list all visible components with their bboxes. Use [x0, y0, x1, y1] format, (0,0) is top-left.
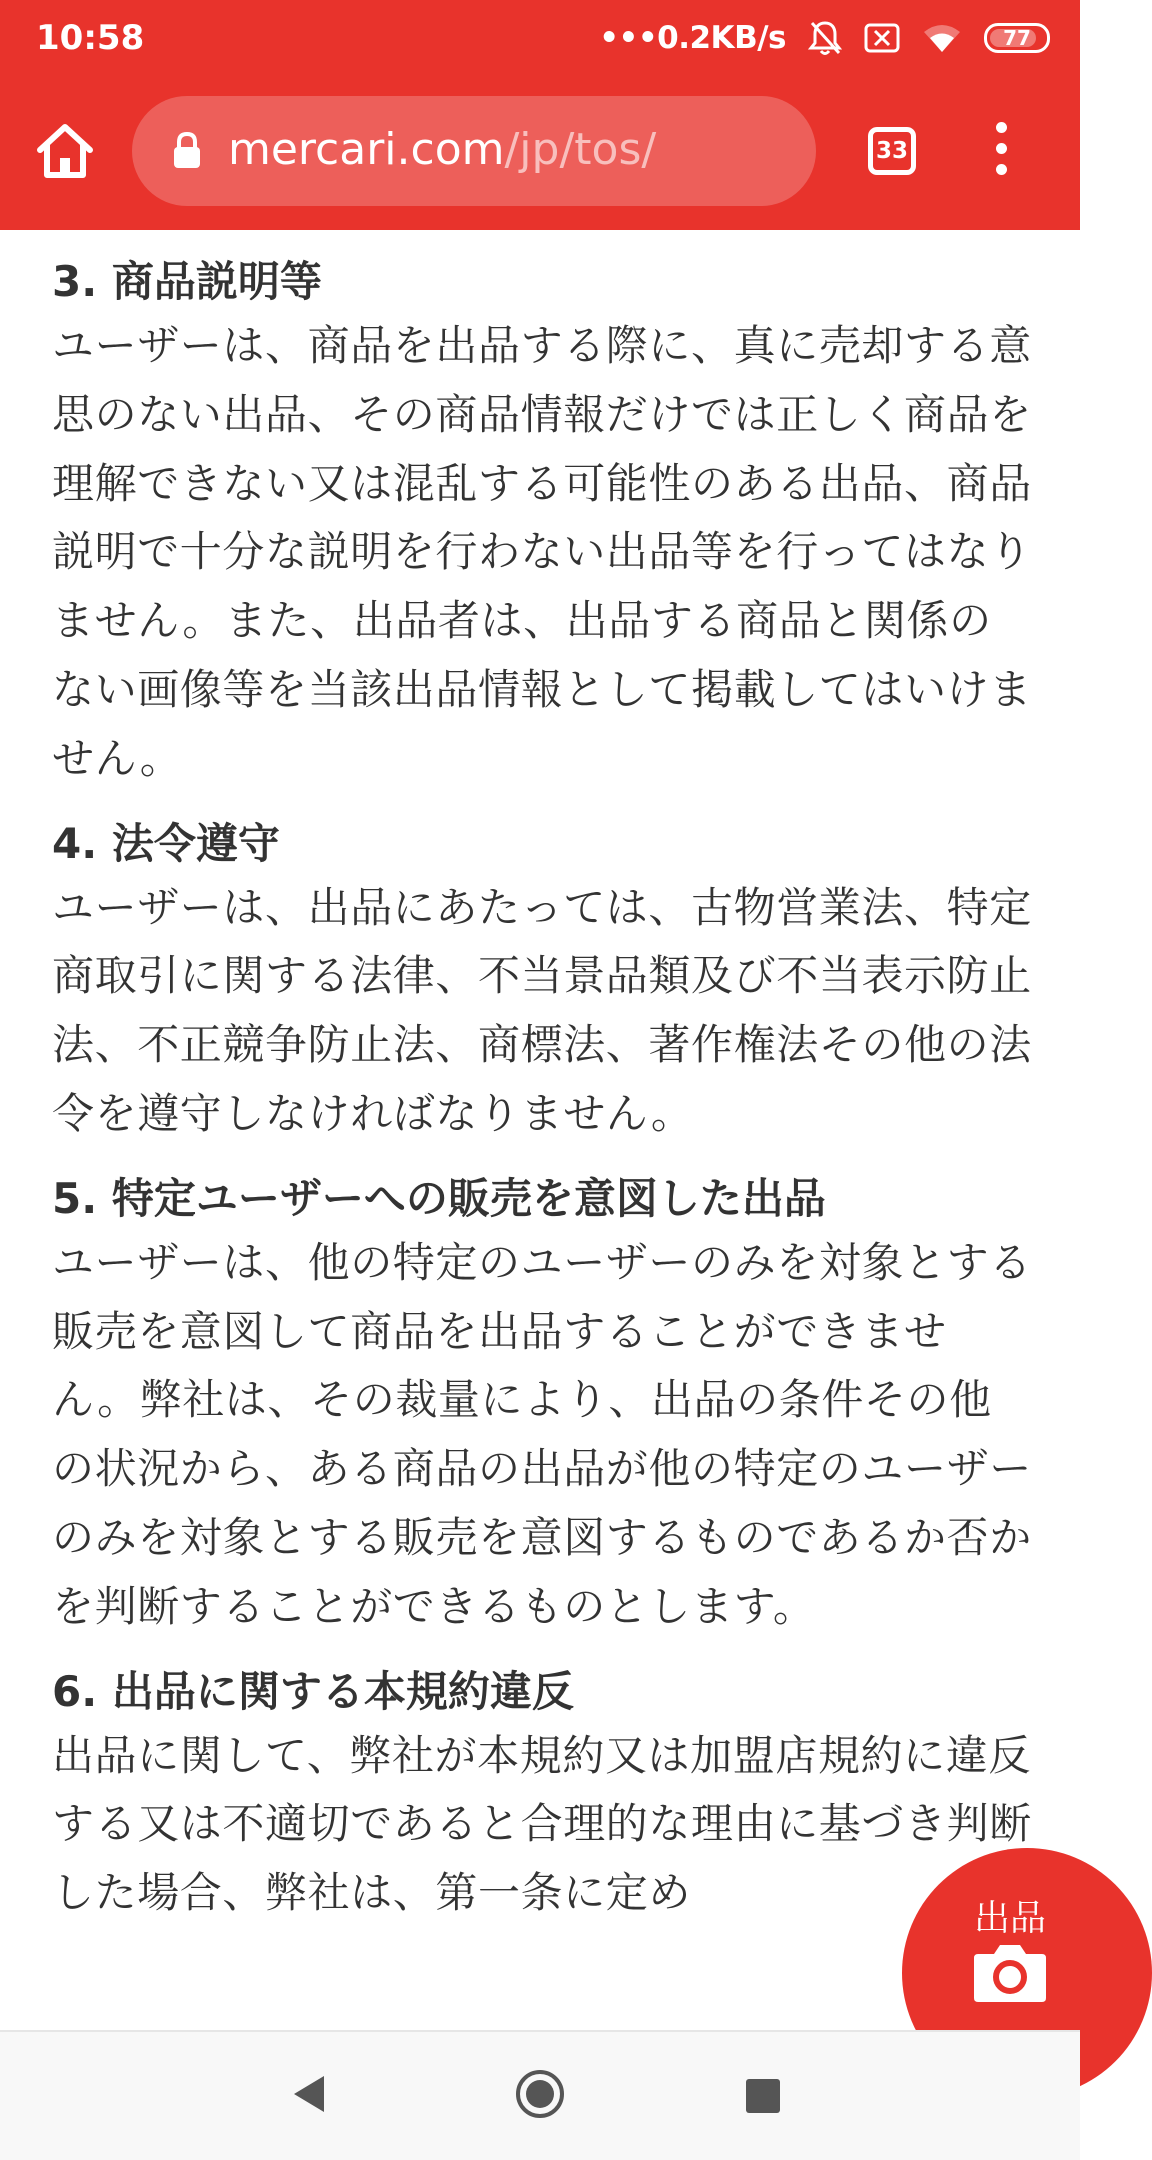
home-icon[interactable]: [32, 118, 98, 184]
status-time: 10:58: [36, 18, 145, 58]
url-host: mercari.com: [228, 124, 505, 175]
section-body: 出品に関して、弊社が本規約又は加盟店規約に違反する又は不適切であると合理的な理由に基づき判断した場合、弊社は、第一条に定め: [52, 1730, 1032, 1918]
recents-icon[interactable]: [746, 2079, 780, 2113]
section-5: [52, 1169, 1032, 1642]
browser-chrome: [0, 0, 1080, 230]
section-heading: 6. 出品に関する本規約違反: [52, 1666, 574, 1716]
tab-switcher-button[interactable]: 33: [868, 127, 916, 175]
status-icons: [599, 16, 1050, 60]
network-speed: •••0.2KB/s: [599, 20, 786, 56]
back-icon[interactable]: [292, 2074, 326, 2114]
section-body: ユーザーは、出品にあたっては、古物営業法、特定商取引に関する法律、不当景品類及び不当表示防止法、不正競争防止法、商標法、著作権法その他の法令を遵守しなければなりません。: [52, 882, 1032, 1138]
section-body: ユーザーは、他の特定のユーザーのみを対象とする販売を意図して商品を出品することができません。弊社は、その裁量により、出品の条件その他の状況から、ある商品の出品が他の特定のユーザーのみを対象とする販売を意図するものであるか否かを判断することができるものとします。: [52, 1237, 1032, 1631]
sell-fab-label: 出品: [974, 1898, 1047, 1939]
browser-toolbar: [0, 96, 1080, 212]
section-4: [52, 814, 1032, 1149]
section-heading: 3. 商品説明等: [52, 257, 322, 306]
wifi-icon: [922, 22, 962, 54]
home-button-icon[interactable]: [514, 2068, 566, 2120]
camera-icon: [972, 1940, 1048, 2004]
section-heading: 4. 法令遵守: [52, 818, 280, 868]
lock-icon: [172, 132, 202, 170]
section-body: ユーザーは、商品を出品する際に、真に売却する意思のない出品、その商品情報だけでは正しく商品を理解できない又は混乱する可能性のある出品、商品説明で十分な説明を行わない出品等を行ってはなりません。また、出品者は、出品する商品と関係のない画像等を当該出品情報として掲載してはいけません。: [52, 321, 1032, 783]
battery-level: 77: [1003, 26, 1031, 50]
x-box-icon: [864, 23, 900, 53]
url-text: [228, 124, 656, 175]
system-nav-bar: [0, 2030, 1080, 2160]
status-bar: [0, 0, 1080, 80]
url-bar[interactable]: [132, 96, 816, 206]
section-3: [52, 252, 1032, 794]
battery-icon: [984, 23, 1050, 53]
section-6: [52, 1662, 1032, 1928]
bell-off-icon: [808, 19, 842, 57]
url-path: /jp/tos/: [504, 124, 657, 175]
section-heading: 5. 特定ユーザーへの販売を意図した出品: [52, 1173, 826, 1223]
terms-content: [52, 194, 1032, 1928]
more-menu-icon[interactable]: [986, 122, 1016, 182]
